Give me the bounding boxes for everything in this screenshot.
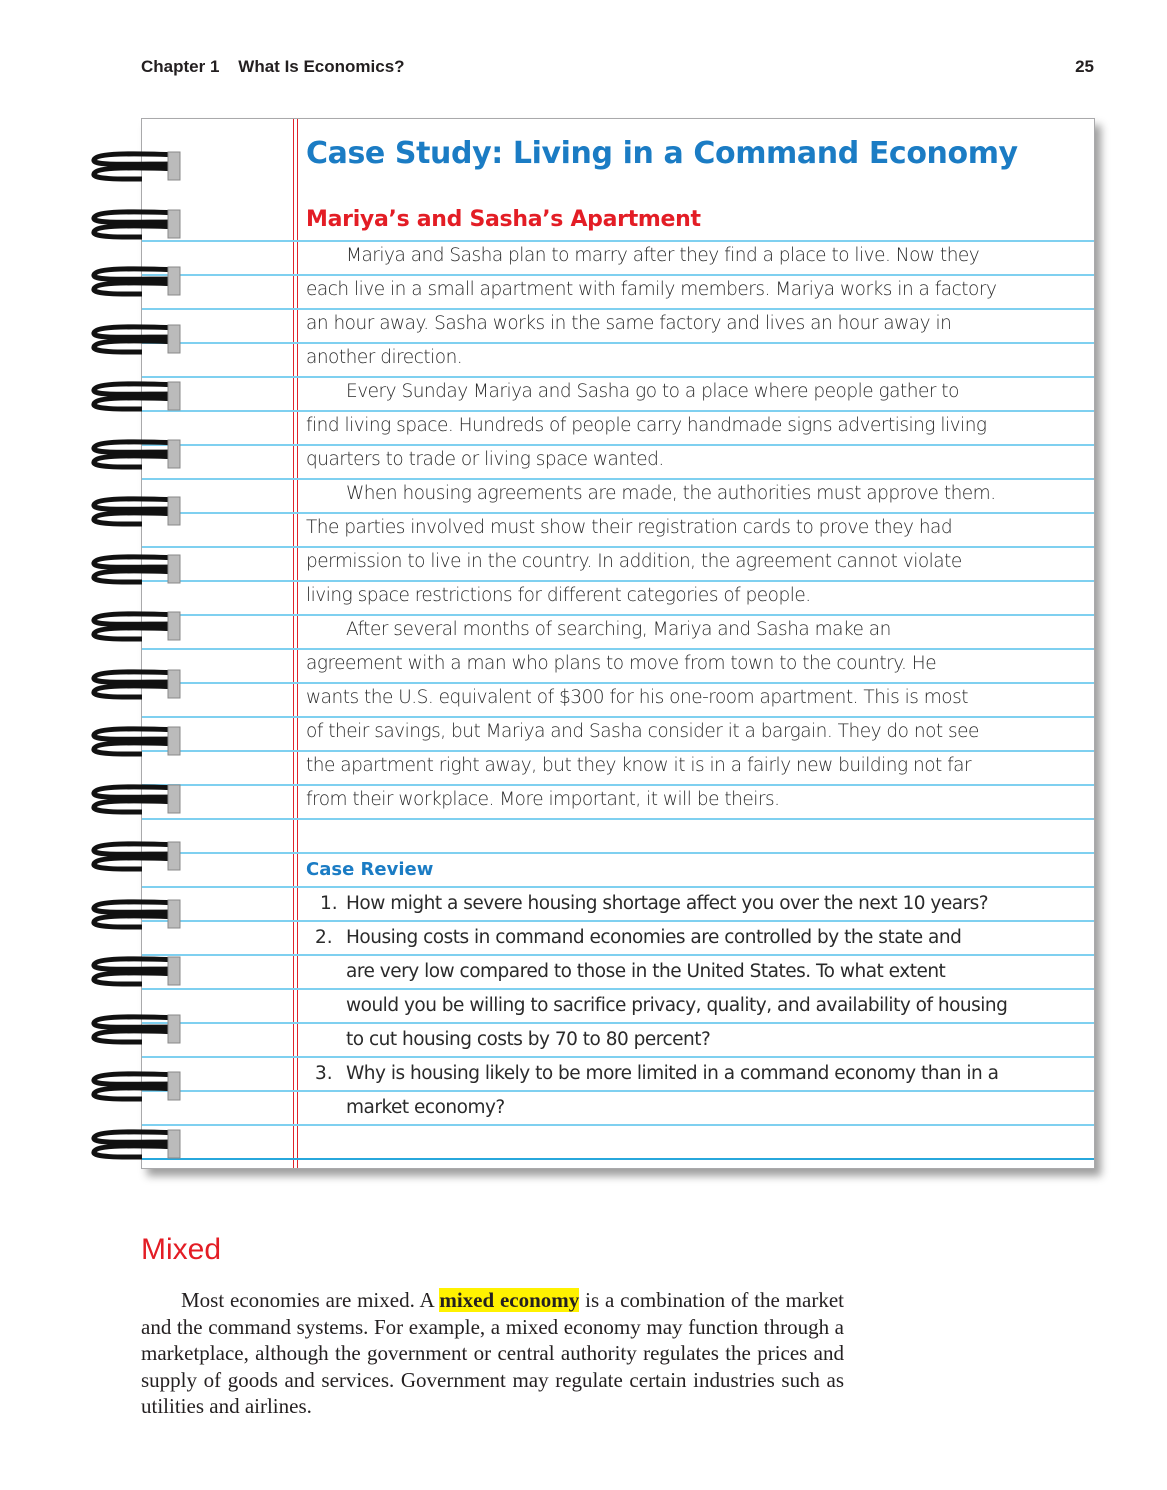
ruled-line [142, 1124, 1094, 1126]
case-study-text-line: When housing agreements are made, the authorities must approve them. [346, 483, 996, 504]
review-question-line: market economy? [346, 1097, 505, 1118]
spiral-binding-icon [90, 149, 182, 183]
ruled-line [142, 1056, 1094, 1058]
ruled-line [142, 1090, 1094, 1092]
case-study-text-line: another direction. [306, 347, 463, 368]
notebook-paper [141, 118, 1095, 1169]
ruled-line [142, 818, 1094, 820]
key-term-highlight: mixed economy [439, 1288, 580, 1312]
ruled-line [142, 954, 1094, 956]
case-study-text-line: each live in a small apartment with family members. Mariya works in a factory [306, 279, 997, 300]
ruled-line [142, 614, 1094, 616]
spiral-binding-icon [90, 379, 182, 413]
case-study-title: Case Study: Living in a Command Economy [306, 136, 1018, 171]
case-review-heading: Case Review [306, 859, 434, 880]
spiral-binding-icon [90, 1012, 182, 1046]
review-question-line: are very low compared to those in the United States. To what extent [346, 961, 946, 982]
question-number: 1. [320, 893, 338, 914]
case-study-text-line: agreement with a man who plans to move from town to the country. He [306, 653, 937, 674]
case-study-text-line: After several months of searching, Mariya and Sasha make an [346, 619, 891, 640]
ruled-line [142, 546, 1094, 548]
ruled-line [142, 478, 1094, 480]
spiral-binding-icon [90, 897, 182, 931]
spiral-binding-icon [90, 207, 182, 241]
case-study-text-line: find living space. Hundreds of people carry handmade signs advertising living [306, 415, 987, 436]
ruled-line [142, 1158, 1094, 1160]
question-number: 2. [315, 927, 333, 948]
case-study-subtitle: Mariya’s and Sasha’s Apartment [306, 207, 701, 232]
case-study-text-line: living space restrictions for different categories of people. [306, 585, 811, 606]
review-question-line: to cut housing costs by 70 to 80 percent? [346, 1029, 711, 1050]
ruled-line [142, 682, 1094, 684]
case-study-text-line: permission to live in the country. In addition, the agreement cannot violate [306, 551, 962, 572]
ruled-line [142, 274, 1094, 276]
ruled-line [142, 580, 1094, 582]
case-study-text-line: wants the U.S. equivalent of $300 for his one-room apartment. This is most [306, 687, 968, 708]
ruled-line [142, 750, 1094, 752]
case-study-text-line: of their savings, but Mariya and Sasha consider it a bargain. They do not see [306, 721, 979, 742]
ruled-line [142, 784, 1094, 786]
review-question-line: would you be willing to sacrifice privacy, quality, and availability of housing [346, 995, 1008, 1016]
ruled-line [142, 240, 1094, 242]
review-question-line: How might a severe housing shortage affect you over the next 10 years? [346, 893, 989, 914]
spiral-binding-icon [90, 264, 182, 298]
case-study-text-line: quarters to trade or living space wanted. [306, 449, 664, 470]
spiral-binding-icon [90, 1069, 182, 1103]
margin-line [297, 119, 298, 1168]
margin-line [293, 119, 294, 1168]
ruled-line [142, 512, 1094, 514]
case-study-text-line: The parties involved must show their registration cards to prove they had [306, 517, 953, 538]
case-study-text-line: an hour away. Sasha works in the same factory and lives an hour away in [306, 313, 952, 334]
spiral-binding-icon [90, 322, 182, 356]
spiral-binding-icon [90, 437, 182, 471]
question-number: 3. [315, 1063, 333, 1084]
spiral-binding-icon [90, 724, 182, 758]
ruled-line [142, 716, 1094, 718]
ruled-line [142, 376, 1094, 378]
case-study-text-line: Mariya and Sasha plan to marry after they find a place to live. Now they [346, 245, 980, 266]
spiral-binding-icon [90, 494, 182, 528]
spiral-binding-icon [90, 1127, 182, 1161]
ruled-line [142, 308, 1094, 310]
ruled-line [142, 648, 1094, 650]
mixed-paragraph: Most economies are mixed. A mixed economy is a combination of the market and the command systems. For example, a mixed economy may function through a marketplace, although the government or central authority regulates the prices and supply of goods and services. Government may regulate certain industries such as utilities and airlines. [141, 1288, 844, 1418]
ruled-line [142, 1022, 1094, 1024]
ruled-line [142, 886, 1094, 888]
page-number: 25 [1075, 57, 1094, 76]
ruled-line [142, 444, 1094, 446]
spiral-binding-icon [90, 609, 182, 643]
case-study-text-line: from their workplace. More important, it will be theirs. [306, 789, 780, 810]
review-question-line: Housing costs in command economies are controlled by the state and [346, 927, 962, 948]
case-study-text-line: Every Sunday Mariya and Sasha go to a place where people gather to [346, 381, 959, 402]
case-study-text-line: the apartment right away, but they know it is in a fairly new building not far [306, 755, 972, 776]
spiral-binding-icon [90, 839, 182, 873]
ruled-line [142, 410, 1094, 412]
ruled-line [142, 988, 1094, 990]
spiral-binding-icon [90, 954, 182, 988]
spiral-binding-icon [90, 667, 182, 701]
ruled-line [142, 920, 1094, 922]
review-question-line: Why is housing likely to be more limited in a command economy than in a [346, 1063, 999, 1084]
spiral-binding-icon [90, 552, 182, 586]
section-heading-mixed: Mixed [141, 1233, 222, 1266]
ruled-line [142, 852, 1094, 854]
ruled-line [142, 342, 1094, 344]
spiral-binding-icon [90, 782, 182, 816]
chapter-title: Chapter 1 What Is Economics? [141, 57, 405, 76]
